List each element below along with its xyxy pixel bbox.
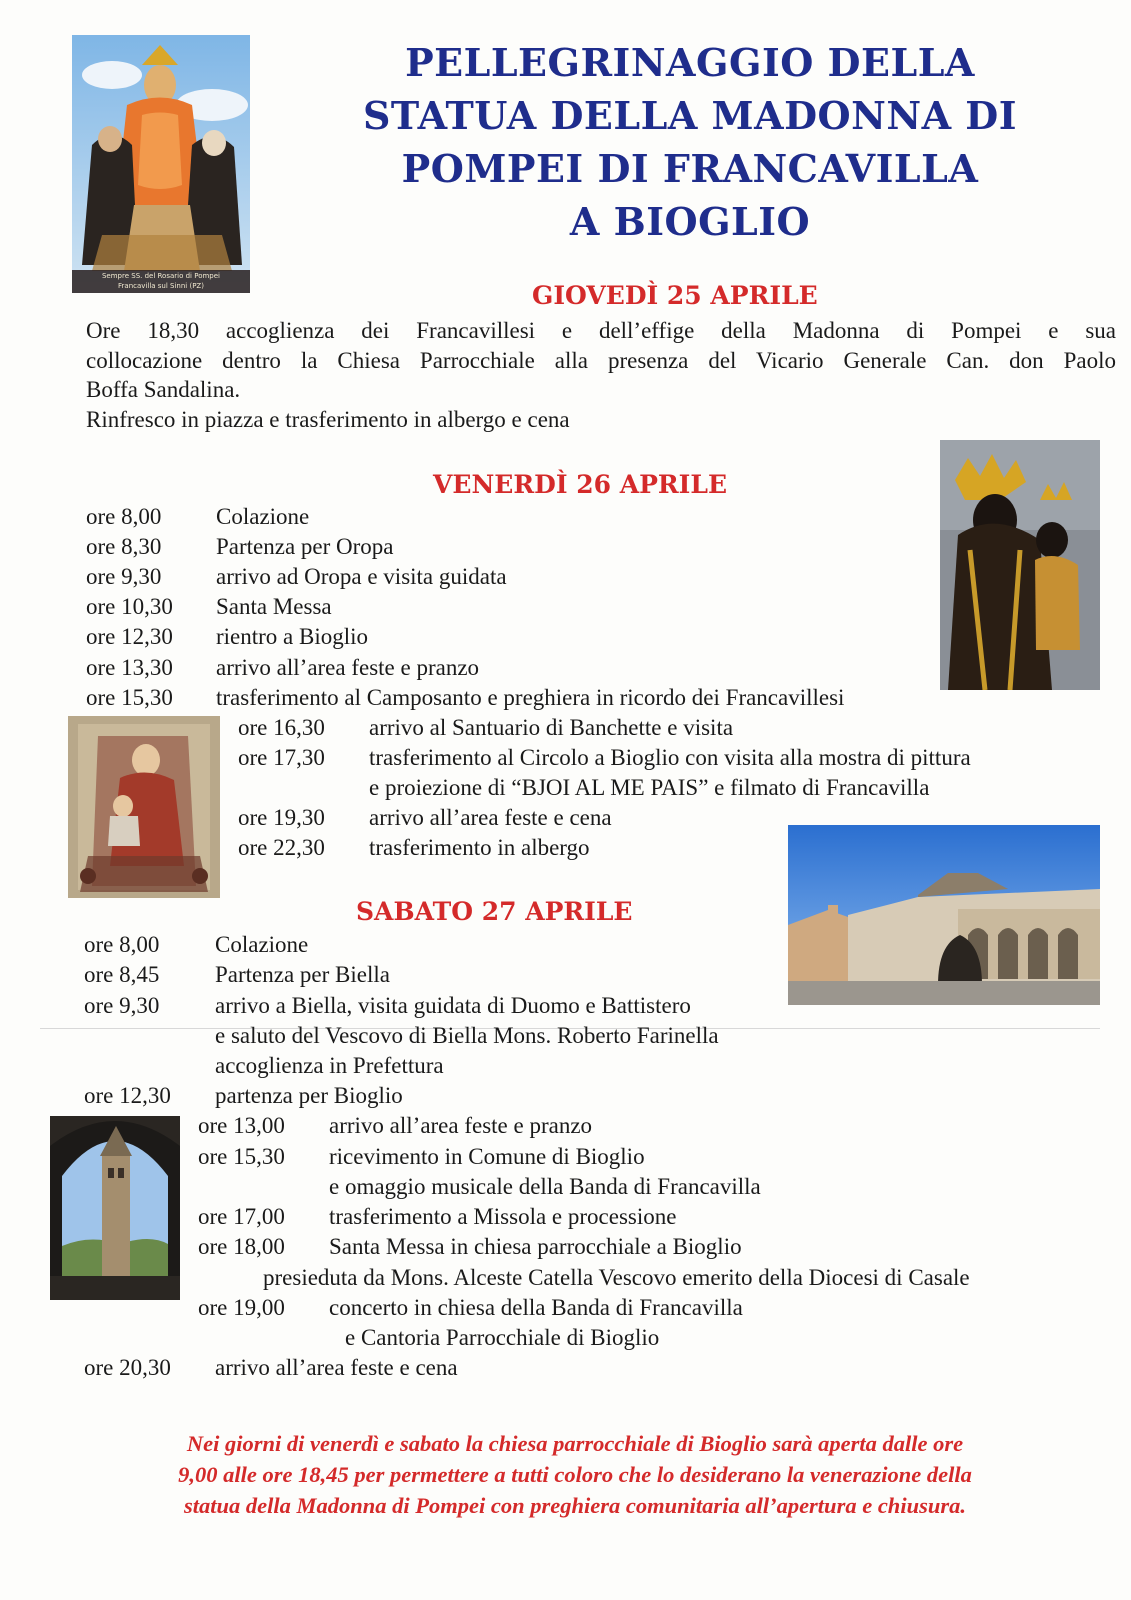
paragraph-line: Boffa Sandalina. [86,377,241,403]
biella-square-image [788,825,1100,1005]
schedule-continuation: e Cantoria Parrocchiale di Bioglio [345,1325,660,1350]
footer-line: 9,00 alle ore 18,45 per permettere a tutti coloro che lo desiderano la venerazione della [178,1462,972,1487]
schedule-desc: Partenza per Biella [215,962,390,987]
schedule-time: ore 8,00 [86,504,162,529]
caption-line: Sempre SS. del Rosario di Pompei [101,272,220,280]
schedule-desc: arrivo all’area feste e cena [215,1355,458,1380]
schedule-continuation: e omaggio musicale della Banda di Francavilla [329,1174,761,1199]
schedule-desc: trasferimento a Missola e processione [329,1204,677,1229]
madonna-fresco-image [68,716,220,898]
schedule-desc: trasferimento al Camposanto e preghiera in ricordo dei Francavillesi [216,685,845,710]
madonna-pompei-statue-image [72,35,250,293]
schedule-desc: arrivo all’area feste e pranzo [329,1113,593,1138]
schedule-time: ore 12,30 [86,624,173,649]
schedule-desc: arrivo all’area feste e cena [369,805,612,830]
day-heading-thursday: GIOVEDÌ 25 APRILE [532,281,818,310]
schedule-desc: concerto in chiesa della Banda di Francavilla [329,1295,743,1320]
title-line: STATUA DELLA MADONNA DI [362,93,1018,138]
caption-line: Francavilla sul Sinni (PZ) [118,282,204,290]
title-line: POMPEI DI FRANCAVILLA [401,146,979,191]
schedule-desc: arrivo al Santuario di Banchette e visita [369,715,734,740]
paragraph-line: collocazione dentro la Chiesa Parrocchiale alla presenza del Vicario Generale Can. don Paolo [86,347,1116,373]
footer-line: statua della Madonna di Pompei con preghiera comunitaria all’apertura e chiusura. [184,1493,966,1518]
footer-note [70,1428,1080,1521]
schedule-time: ore 9,30 [86,564,162,589]
schedule-continuation: e proiezione di “BJOI AL ME PAIS” e filmato di Francavilla [369,775,930,800]
schedule-time: ore 17,00 [198,1204,285,1229]
schedule-time: ore 19,00 [198,1295,285,1320]
footer-line: Nei giorni di venerdì e sabato la chiesa parrocchiale di Bioglio sarà aperta dalle ore [186,1431,964,1456]
schedule-desc: Santa Messa [216,594,332,619]
black-madonna-oropa-image [940,440,1100,690]
schedule-continuation: accoglienza in Prefettura [215,1053,444,1078]
paragraph-line: Ore 18,30 accoglienza dei Francavillesi e dell’effige della Madonna di Pompei e sua [86,318,1116,343]
schedule-time: ore 22,30 [238,835,325,860]
schedule-time: ore 15,30 [198,1144,285,1169]
image-caption [72,270,250,293]
schedule-time: ore 10,30 [86,594,173,619]
thursday-paragraph [86,316,1116,434]
schedule-desc: trasferimento in albergo [369,835,590,860]
schedule-time: ore 8,30 [86,534,162,559]
schedule-desc: Partenza per Oropa [216,534,394,559]
schedule-desc: rientro a Bioglio [216,624,369,649]
schedule-desc: Santa Messa in chiesa parrocchiale a Bioglio [329,1234,742,1259]
schedule-time: ore 15,30 [86,685,173,710]
schedule-desc: trasferimento al Circolo a Bioglio con visita alla mostra di pittura [369,745,971,770]
schedule-time: ore 18,00 [198,1234,285,1259]
title-line: A BIOGLIO [569,199,811,244]
schedule-time: ore 13,00 [198,1113,285,1138]
schedule-time: ore 12,30 [84,1083,171,1108]
day-heading-saturday: SABATO 27 APRILE [356,897,633,926]
schedule-continuation: e saluto del Vescovo di Biella Mons. Roberto Farinella [215,1023,719,1048]
schedule-desc: arrivo a Biella, visita guidata di Duomo e Battistero [215,993,691,1018]
paragraph-line: Rinfresco in piazza e trasferimento in albergo e cena [86,406,570,432]
schedule-time: ore 13,30 [86,655,173,680]
schedule-time: ore 16,30 [238,715,325,740]
schedule-time: ore 20,30 [84,1355,171,1380]
schedule-desc: partenza per Bioglio [215,1083,403,1108]
schedule-desc: arrivo all’area feste e pranzo [216,655,480,680]
schedule-time: ore 17,30 [238,745,325,770]
schedule-time: ore 9,30 [84,993,160,1018]
schedule-desc: Colazione [216,504,310,529]
schedule-time: ore 8,45 [84,962,160,987]
bioglio-bell-tower-image [50,1116,180,1300]
schedule-continuation: presieduta da Mons. Alceste Catella Vescovo emerito della Diocesi di Casale [263,1265,970,1290]
schedule-desc: arrivo ad Oropa e visita guidata [216,564,507,589]
day-heading-friday: VENERDÌ 26 APRILE [433,470,728,499]
page-title [300,36,1080,248]
schedule-time: ore 8,00 [84,932,160,957]
schedule-desc: ricevimento in Comune di Bioglio [329,1144,645,1169]
schedule-desc: Colazione [215,932,309,957]
schedule-time: ore 19,30 [238,805,325,830]
title-line: PELLEGRINAGGIO DELLA [405,40,975,85]
